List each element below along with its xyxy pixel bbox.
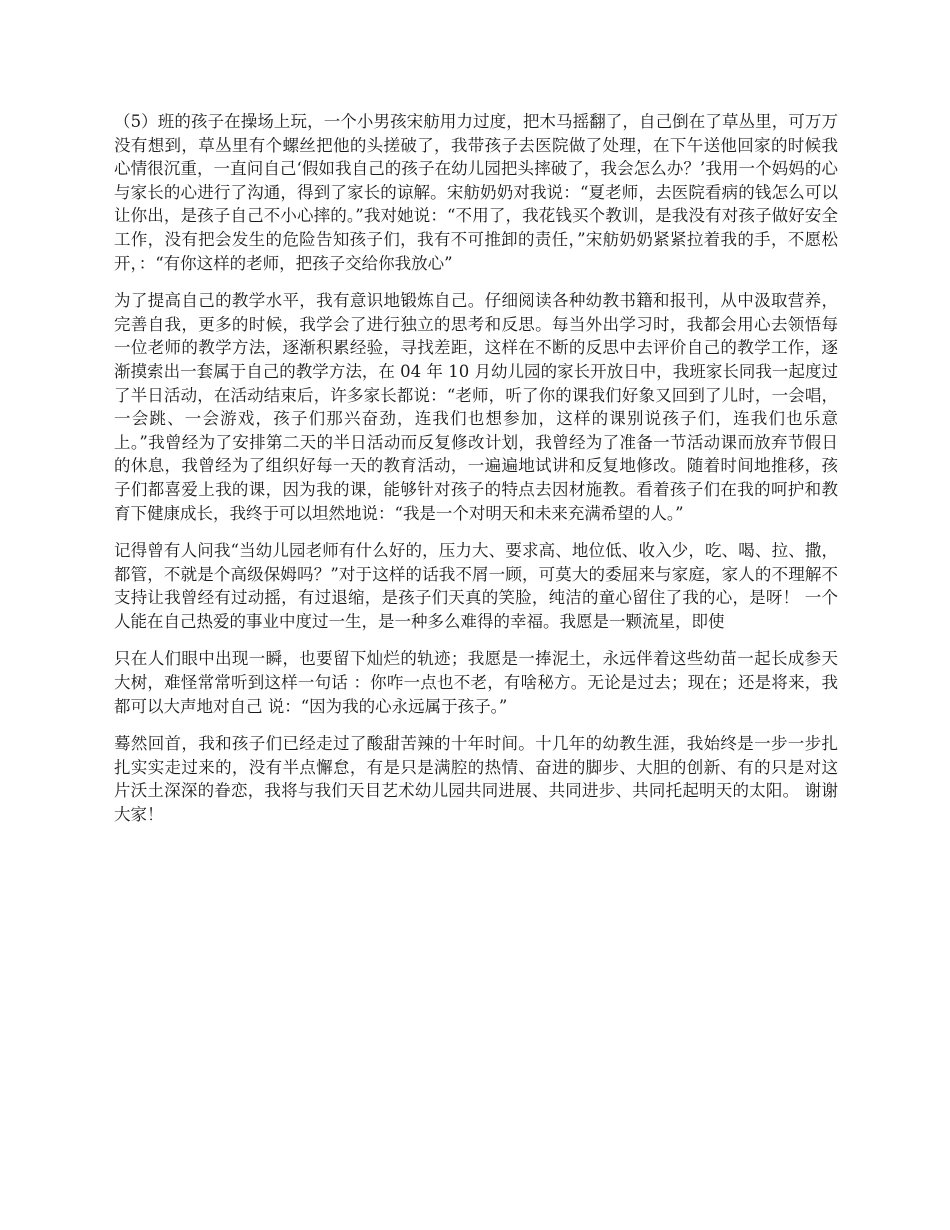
document-body [114, 110, 838, 841]
paragraph-5: 蓦然回首，我和孩子们已经走过了酸甜苦辣的十年时间。十几年的幼教生涯，我始终是一步一步扎扎实实走过来的，没有半点懈怠，有是只是满腔的热情、奋进的脚步、大胆的创新、有的只是对这片沃土深深的眷恋，我将与我们天目艺术幼儿园共同进展、共同进步、共同托起明天的太阳。 谢谢大家！ [114, 734, 838, 825]
paragraph-1: （5）班的孩子在操场上玩，一个小男孩宋舫用力过度，把木马摇翻了，自己倒在了草丛里，可万万没有想到，草丛里有个螺丝把他的头搓破了，我带孩子去医院做了处理，在下午送他回家的时候我心情很沉重，一直问自己‘假如我自己的孩子在幼儿园把头摔破了，我会怎么办？’我用一个妈妈的心与家长的心进行了沟通，得到了家长的谅解。宋舫奶奶对我说：“夏老师，去医院看病的钱怎么可以让你出，是孩子自己不小心摔的。”我对她说：“不用了，我花钱买个教训，是我没有对孩子做好安全工作，没有把会发生的危险告知孩子们，我有不可推卸的责任，”宋舫奶奶紧紧拉着我的手，不愿松开，：“有你这样的老师，把孩子交给你我放心” [114, 112, 838, 273]
paragraph-3: 记得曾有人问我“当幼儿园老师有什么好的，压力大、要求高、地位低、收入少，吃、喝、拉、撒，都管，不就是个高级保姆吗？”对于这样的话我不屑一顾，可莫大的委屈来与家庭，家人的不理解不支持让我曾经有过动摇，有过退缩，是孩子们天真的笑脸，纯洁的童心留住了我的心，是呀！ 一个人能在自己热爱的事业中度过一生，是一种多么难得的幸福。我愿是一颗流星，即使 [114, 541, 838, 631]
paragraph-2: 为了提高自己的教学水平，我有意识地锻炼自己。仔细阅读各种幼教书籍和报刊，从中汲取营养，完善自我，更多的时候，我学会了进行独立的思考和反思。每当外出学习时，我都会用心去领悟每一位老师的教学方法，逐渐积累经验，寻找差距，这样在不断的反思中去评价自己的教学工作，逐渐摸索出一套属于自己的教学方法，在 04 年 10 月幼儿园的家长开放日中，我班家长同我一起度过了半日活动，在活动结束后，许多家长都说：“老师，听了你的课我们好象又回到了儿时，一会唱，一会跳、一会游戏，孩子们那兴奋劲，连我们也想参加，这样的课别说孩子们，连我们也乐意上。”我曾经为了安排第二天的半日活动而反复修改计划，我曾经为了准备一节活动课而放弃节假日的休息，我曾经为了组织好每一天的教育活动，一遍遍地试讲和反复地修改。随着时间地推移，孩子们都喜爱上我的课，因为我的课，能够针对孩子的特点去因材施教。看着孩子们在我的呵护和教育下健康成长，我终于可以坦然地说：“我是一个对明天和未来充满希望的人。” [114, 291, 838, 523]
paragraph-4: 只在人们眼中出现一瞬，也要留下灿烂的轨迹；我愿是一捧泥土，永远伴着这些幼苗一起长成参天大树，难怪常常听到这样一句话 ：你咋一点也不老，有啥秘方。无论是过去；现在；还是将来，我都可以大声地对自己 说：“因为我的心永远属于孩子。” [114, 649, 838, 716]
